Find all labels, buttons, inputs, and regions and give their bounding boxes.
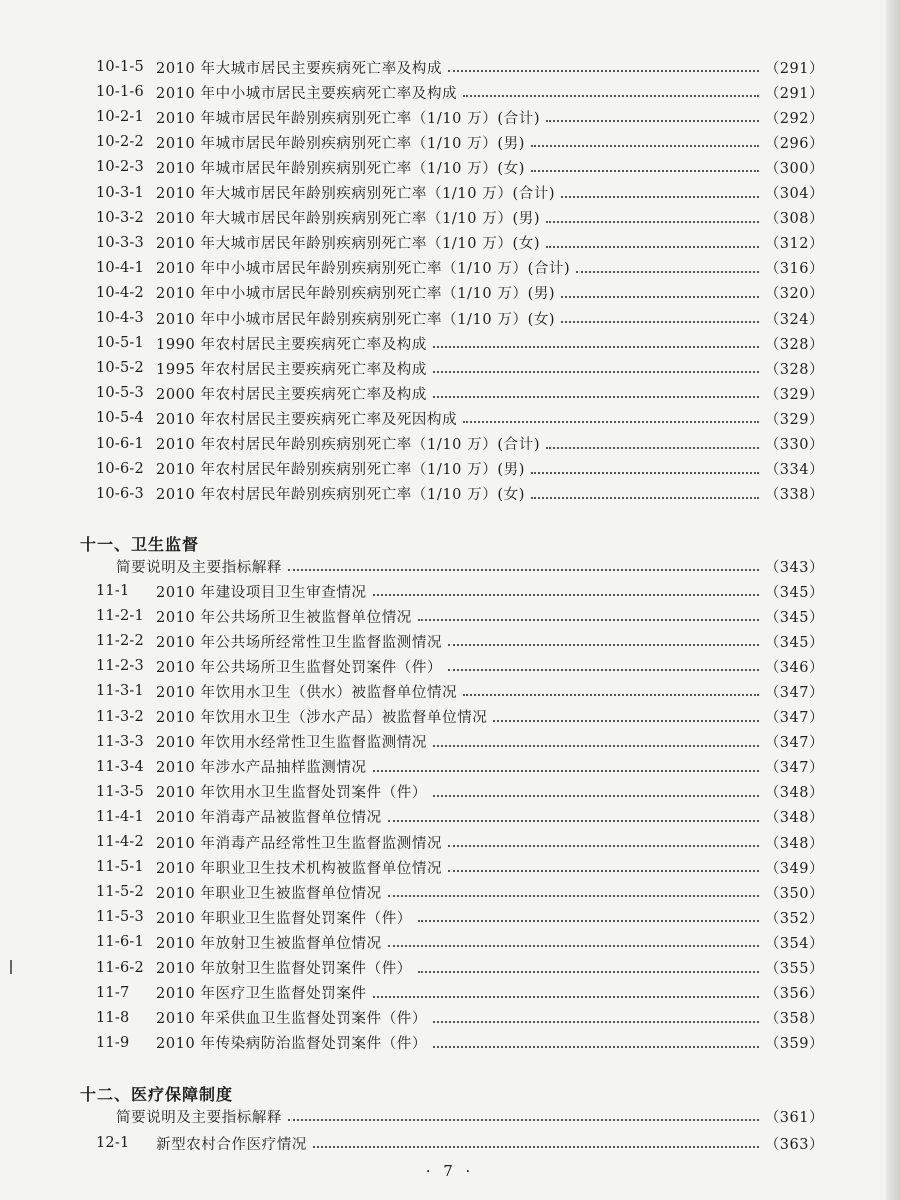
entry-page: （291） xyxy=(764,85,824,102)
entry-title: 2010 年中小城市居民年龄别疾病别死亡率（1/10 万）(女) xyxy=(156,311,556,328)
dot-leader xyxy=(373,594,759,596)
entry-title: 2010 年农村居民年龄别疾病别死亡率（1/10 万）(男) xyxy=(156,462,525,479)
entry-page: （355） xyxy=(764,961,824,977)
entry-number: 10-6-1 xyxy=(96,435,144,452)
entry-title: 2010 年职业卫生技术机构被监督单位情况 xyxy=(156,860,443,877)
toc-entry[interactable] xyxy=(96,831,824,853)
toc-entry[interactable] xyxy=(96,131,824,153)
entry-page: （324） xyxy=(764,311,824,328)
toc-entry[interactable] xyxy=(96,56,824,78)
entry-page: （348） xyxy=(764,835,824,852)
entry-number: 10-1-5 xyxy=(96,59,144,75)
dot-leader xyxy=(531,497,759,499)
entry-page: （312） xyxy=(764,236,824,253)
entry-number: 11-6-1 xyxy=(96,934,144,951)
toc-entry[interactable] xyxy=(96,357,824,379)
entry-number: 10-6-3 xyxy=(96,485,144,502)
entry-title: 1995 年农村居民主要疾病死亡率及构成 xyxy=(156,361,428,378)
entry-number: 10-2-3 xyxy=(96,159,144,176)
entry-number: 11-4-2 xyxy=(96,834,144,850)
entry-page: （343） xyxy=(764,559,824,576)
entry-title: 2010 年饮用水卫生（供水）被监督单位情况 xyxy=(156,684,458,701)
dot-leader xyxy=(531,170,759,172)
dot-leader xyxy=(373,770,759,772)
dot-leader xyxy=(448,70,759,72)
entry-title: 2010 年大城市居民年龄别疾病别死亡率（1/10 万）(合计) xyxy=(156,186,556,202)
dot-leader xyxy=(546,221,759,223)
toc-entry[interactable] xyxy=(96,207,824,229)
entry-number: 10-4-3 xyxy=(96,310,144,326)
entry-number: 10-5-2 xyxy=(96,360,144,377)
entry-title: 2010 年消毒产品被监督单位情况 xyxy=(156,810,382,827)
entry-number: 11-2-3 xyxy=(96,658,144,675)
entry-page: （345） xyxy=(764,584,824,601)
entry-page: （330） xyxy=(764,437,824,453)
toc-entry[interactable] xyxy=(96,307,824,329)
entry-page: （328） xyxy=(764,361,824,378)
toc-entry[interactable] xyxy=(96,257,824,279)
dot-leader xyxy=(531,145,759,147)
entry-page: （361） xyxy=(764,1109,824,1126)
dot-leader xyxy=(448,845,759,847)
toc-entry[interactable] xyxy=(96,731,824,753)
dot-leader xyxy=(433,346,759,348)
entry-page: （349） xyxy=(764,860,824,877)
entry-page: （359） xyxy=(764,1036,824,1053)
toc-entry[interactable] xyxy=(96,605,824,627)
toc-entry[interactable] xyxy=(96,332,824,354)
entry-page: （346） xyxy=(764,659,824,676)
dot-leader xyxy=(373,996,759,998)
entry-title: 2010 年中小城市居民主要疾病死亡率及构成 xyxy=(156,85,458,102)
entry-number: 11-6-2 xyxy=(96,959,144,976)
entry-page: （354） xyxy=(764,935,824,952)
entry-number: 10-4-1 xyxy=(96,259,144,276)
page-number: · 7 · xyxy=(425,1162,475,1180)
entry-title: 1990 年农村居民主要疾病死亡率及构成 xyxy=(156,336,428,353)
dot-leader xyxy=(561,321,759,323)
toc-entry[interactable] xyxy=(96,156,824,178)
dot-leader xyxy=(313,1146,759,1148)
entry-page: （350） xyxy=(764,885,824,902)
entry-number: 10-3-2 xyxy=(96,209,144,226)
entry-title: 2010 年职业卫生监督处罚案件（件） xyxy=(156,910,412,927)
entry-page: （292） xyxy=(764,110,824,127)
toc-entry[interactable] xyxy=(96,1032,824,1054)
entry-title: 新型农村合作医疗情况 xyxy=(156,1136,307,1153)
toc-intro-entry[interactable] xyxy=(116,555,824,577)
entry-number: 10-5-3 xyxy=(96,385,144,402)
toc-entry[interactable] xyxy=(96,982,824,1004)
entry-page: （347） xyxy=(764,760,824,777)
entry-title: 简要说明及主要指标解释 xyxy=(116,559,283,576)
entry-number: 10-5-1 xyxy=(96,335,144,352)
section-heading: 十一、卫生监督 xyxy=(80,535,200,554)
dot-leader xyxy=(388,820,759,822)
entry-page: （345） xyxy=(764,634,824,651)
dot-leader xyxy=(433,396,759,398)
toc-entry[interactable] xyxy=(96,931,824,953)
entry-page: （334） xyxy=(764,462,824,479)
toc-entry[interactable] xyxy=(96,81,824,103)
dot-leader xyxy=(531,472,759,474)
toc-entry[interactable] xyxy=(96,856,824,878)
entry-page: （347） xyxy=(764,735,824,752)
entry-page: （363） xyxy=(764,1136,824,1153)
entry-title: 2010 年城市居民年龄别疾病别死亡率（1/10 万）(女) xyxy=(156,160,525,177)
entry-page: （291） xyxy=(764,60,824,77)
dot-leader xyxy=(576,271,759,273)
dot-leader xyxy=(288,1119,759,1121)
entry-page: （358） xyxy=(764,1011,824,1028)
entry-title: 2010 年消毒产品经常性卫生监督监测情况 xyxy=(156,835,443,852)
entry-page: （328） xyxy=(764,336,824,353)
toc-entry[interactable] xyxy=(96,781,824,803)
entry-number: 10-6-2 xyxy=(96,460,144,477)
entry-title: 2010 年放射卫生监督处罚案件（件） xyxy=(156,961,412,977)
toc-entry[interactable] xyxy=(96,881,824,903)
entry-title: 2010 年饮用水卫生（涉水产品）被监督单位情况 xyxy=(156,710,488,726)
entry-page: （329） xyxy=(764,386,824,403)
entry-title: 2000 年农村居民主要疾病死亡率及构成 xyxy=(156,386,428,403)
entry-number: 11-7 xyxy=(96,984,130,1001)
entry-number: 11-5-1 xyxy=(96,859,144,876)
dot-leader xyxy=(433,1021,759,1023)
entry-title: 2010 年饮用水卫生监督处罚案件（件） xyxy=(156,785,428,802)
entry-title: 2010 年饮用水经常性卫生监督监测情况 xyxy=(156,735,428,752)
entry-number: 10-5-4 xyxy=(96,410,144,427)
toc-entry[interactable] xyxy=(96,706,824,728)
entry-page: （338） xyxy=(764,487,824,504)
toc-entry[interactable] xyxy=(96,182,824,204)
entry-number: 11-5-2 xyxy=(96,884,144,901)
dot-leader xyxy=(463,421,759,423)
toc-entry[interactable] xyxy=(96,483,824,505)
entry-title: 2010 年采供血卫生监督处罚案件（件） xyxy=(156,1011,428,1028)
entry-title: 2010 年中小城市居民年龄别疾病别死亡率（1/10 万）(合计) xyxy=(156,261,571,278)
entry-page: （300） xyxy=(764,160,824,177)
toc-intro-entry[interactable] xyxy=(116,1105,824,1127)
dot-leader xyxy=(448,644,759,646)
entry-number: 10-3-1 xyxy=(96,184,144,201)
entry-number: 10-2-2 xyxy=(96,134,144,151)
dot-leader xyxy=(433,1046,759,1048)
toc-entry[interactable] xyxy=(96,630,824,652)
dot-leader xyxy=(448,870,759,872)
dot-leader xyxy=(433,745,759,747)
entry-page: （347） xyxy=(764,710,824,726)
entry-title: 2010 年大城市居民主要疾病死亡率及构成 xyxy=(156,60,443,77)
entry-page: （320） xyxy=(764,286,824,303)
entry-page: （356） xyxy=(764,986,824,1003)
dot-leader xyxy=(546,246,759,248)
entry-number: 11-8 xyxy=(96,1009,130,1026)
entry-title: 2010 年公共场所经常性卫生监督监测情况 xyxy=(156,634,443,651)
entry-title: 2010 年医疗卫生监督处罚案件 xyxy=(156,986,367,1003)
dot-leader xyxy=(433,795,759,797)
entry-number: 12-1 xyxy=(96,1135,130,1151)
toc-entry[interactable] xyxy=(96,382,824,404)
entry-title: 2010 年大城市居民年龄别疾病别死亡率（1/10 万）(女) xyxy=(156,236,541,253)
dot-leader xyxy=(448,669,759,671)
entry-page: （304） xyxy=(764,186,824,202)
section-heading: 十二、医疗保障制度 xyxy=(80,1085,234,1104)
entry-page: （316） xyxy=(764,261,824,278)
toc-entry[interactable] xyxy=(96,282,824,304)
dot-leader xyxy=(433,371,759,373)
dot-leader xyxy=(418,971,759,973)
entry-page: （348） xyxy=(764,810,824,827)
entry-number: 11-9 xyxy=(96,1034,130,1051)
entry-title: 2010 年传染病防治监督处罚案件（件） xyxy=(156,1036,428,1053)
entry-title: 2010 年农村居民主要疾病死亡率及死因构成 xyxy=(156,411,458,428)
entry-title: 2010 年公共场所卫生被监督单位情况 xyxy=(156,609,412,626)
entry-title: 2010 年公共场所卫生监督处罚案件（件） xyxy=(156,659,443,676)
entry-number: 10-2-1 xyxy=(96,109,144,126)
entry-title: 2010 年农村居民年龄别疾病别死亡率（1/10 万）(女) xyxy=(156,487,525,504)
entry-number: 11-2-2 xyxy=(96,633,144,650)
entry-page: （348） xyxy=(764,785,824,802)
toc-entry[interactable] xyxy=(96,680,824,702)
dot-leader xyxy=(463,95,759,97)
dot-leader xyxy=(418,920,759,922)
toc-entry[interactable] xyxy=(96,433,824,455)
toc-entry[interactable] xyxy=(96,957,824,979)
toc-entry[interactable] xyxy=(96,106,824,128)
toc-entry[interactable] xyxy=(96,232,824,254)
toc-entry[interactable] xyxy=(96,580,824,602)
entry-title: 2010 年大城市居民年龄别疾病别死亡率（1/10 万）(男) xyxy=(156,211,541,228)
page-edge-shadow xyxy=(886,0,900,1200)
entry-title: 2010 年城市居民年龄别疾病别死亡率（1/10 万）(合计) xyxy=(156,110,541,127)
entry-number: 10-4-2 xyxy=(96,284,144,301)
dot-leader xyxy=(418,619,759,621)
entry-number: 11-3-3 xyxy=(96,733,144,750)
entry-number: 11-2-1 xyxy=(96,608,144,625)
dot-leader xyxy=(561,196,759,198)
entry-page: （308） xyxy=(764,211,824,228)
toc-entry[interactable] xyxy=(96,906,824,928)
entry-title: 简要说明及主要指标解释 xyxy=(116,1109,283,1126)
entry-number: 11-3-1 xyxy=(96,683,144,700)
entry-number: 11-5-3 xyxy=(96,909,144,926)
entry-title: 2010 年城市居民年龄别疾病别死亡率（1/10 万）(男) xyxy=(156,135,525,152)
dot-leader xyxy=(546,447,759,449)
entry-number: 11-4-1 xyxy=(96,808,144,825)
entry-number: 11-3-2 xyxy=(96,708,144,725)
entry-number: 10-1-6 xyxy=(96,84,144,101)
entry-number: 11-1 xyxy=(96,583,130,599)
dot-leader xyxy=(463,694,759,696)
entry-title: 2010 年建设项目卫生审查情况 xyxy=(156,584,367,601)
toc-entry[interactable] xyxy=(96,756,824,778)
toc-entry[interactable] xyxy=(96,806,824,828)
entry-title: 2010 年职业卫生被监督单位情况 xyxy=(156,885,382,902)
entry-title: 2010 年涉水产品抽样监测情况 xyxy=(156,760,367,777)
toc-entry[interactable] xyxy=(96,458,824,480)
toc-entry[interactable] xyxy=(96,1007,824,1029)
entry-page: （345） xyxy=(764,609,824,626)
entry-number: 11-3-5 xyxy=(96,783,144,800)
entry-page: （347） xyxy=(764,684,824,701)
dot-leader xyxy=(546,120,759,122)
toc-entry[interactable] xyxy=(96,655,824,677)
toc-entry[interactable] xyxy=(96,407,824,429)
dot-leader xyxy=(388,945,759,947)
dot-leader xyxy=(493,720,758,722)
entry-title: 2010 年中小城市居民年龄别疾病别死亡率（1/10 万）(男) xyxy=(156,286,556,303)
dot-leader xyxy=(288,569,759,571)
entry-page: （296） xyxy=(764,135,824,152)
dot-leader xyxy=(561,296,759,298)
entry-page: （352） xyxy=(764,910,824,927)
scan-speck xyxy=(10,960,12,974)
toc-entry[interactable] xyxy=(96,1132,824,1154)
entry-title: 2010 年农村居民年龄别疾病别死亡率（1/10 万）(合计) xyxy=(156,437,541,453)
entry-title: 2010 年放射卫生被监督单位情况 xyxy=(156,935,382,952)
entry-page: （329） xyxy=(764,411,824,428)
entry-number: 10-3-3 xyxy=(96,234,144,251)
dot-leader xyxy=(388,895,759,897)
entry-number: 11-3-4 xyxy=(96,758,144,775)
